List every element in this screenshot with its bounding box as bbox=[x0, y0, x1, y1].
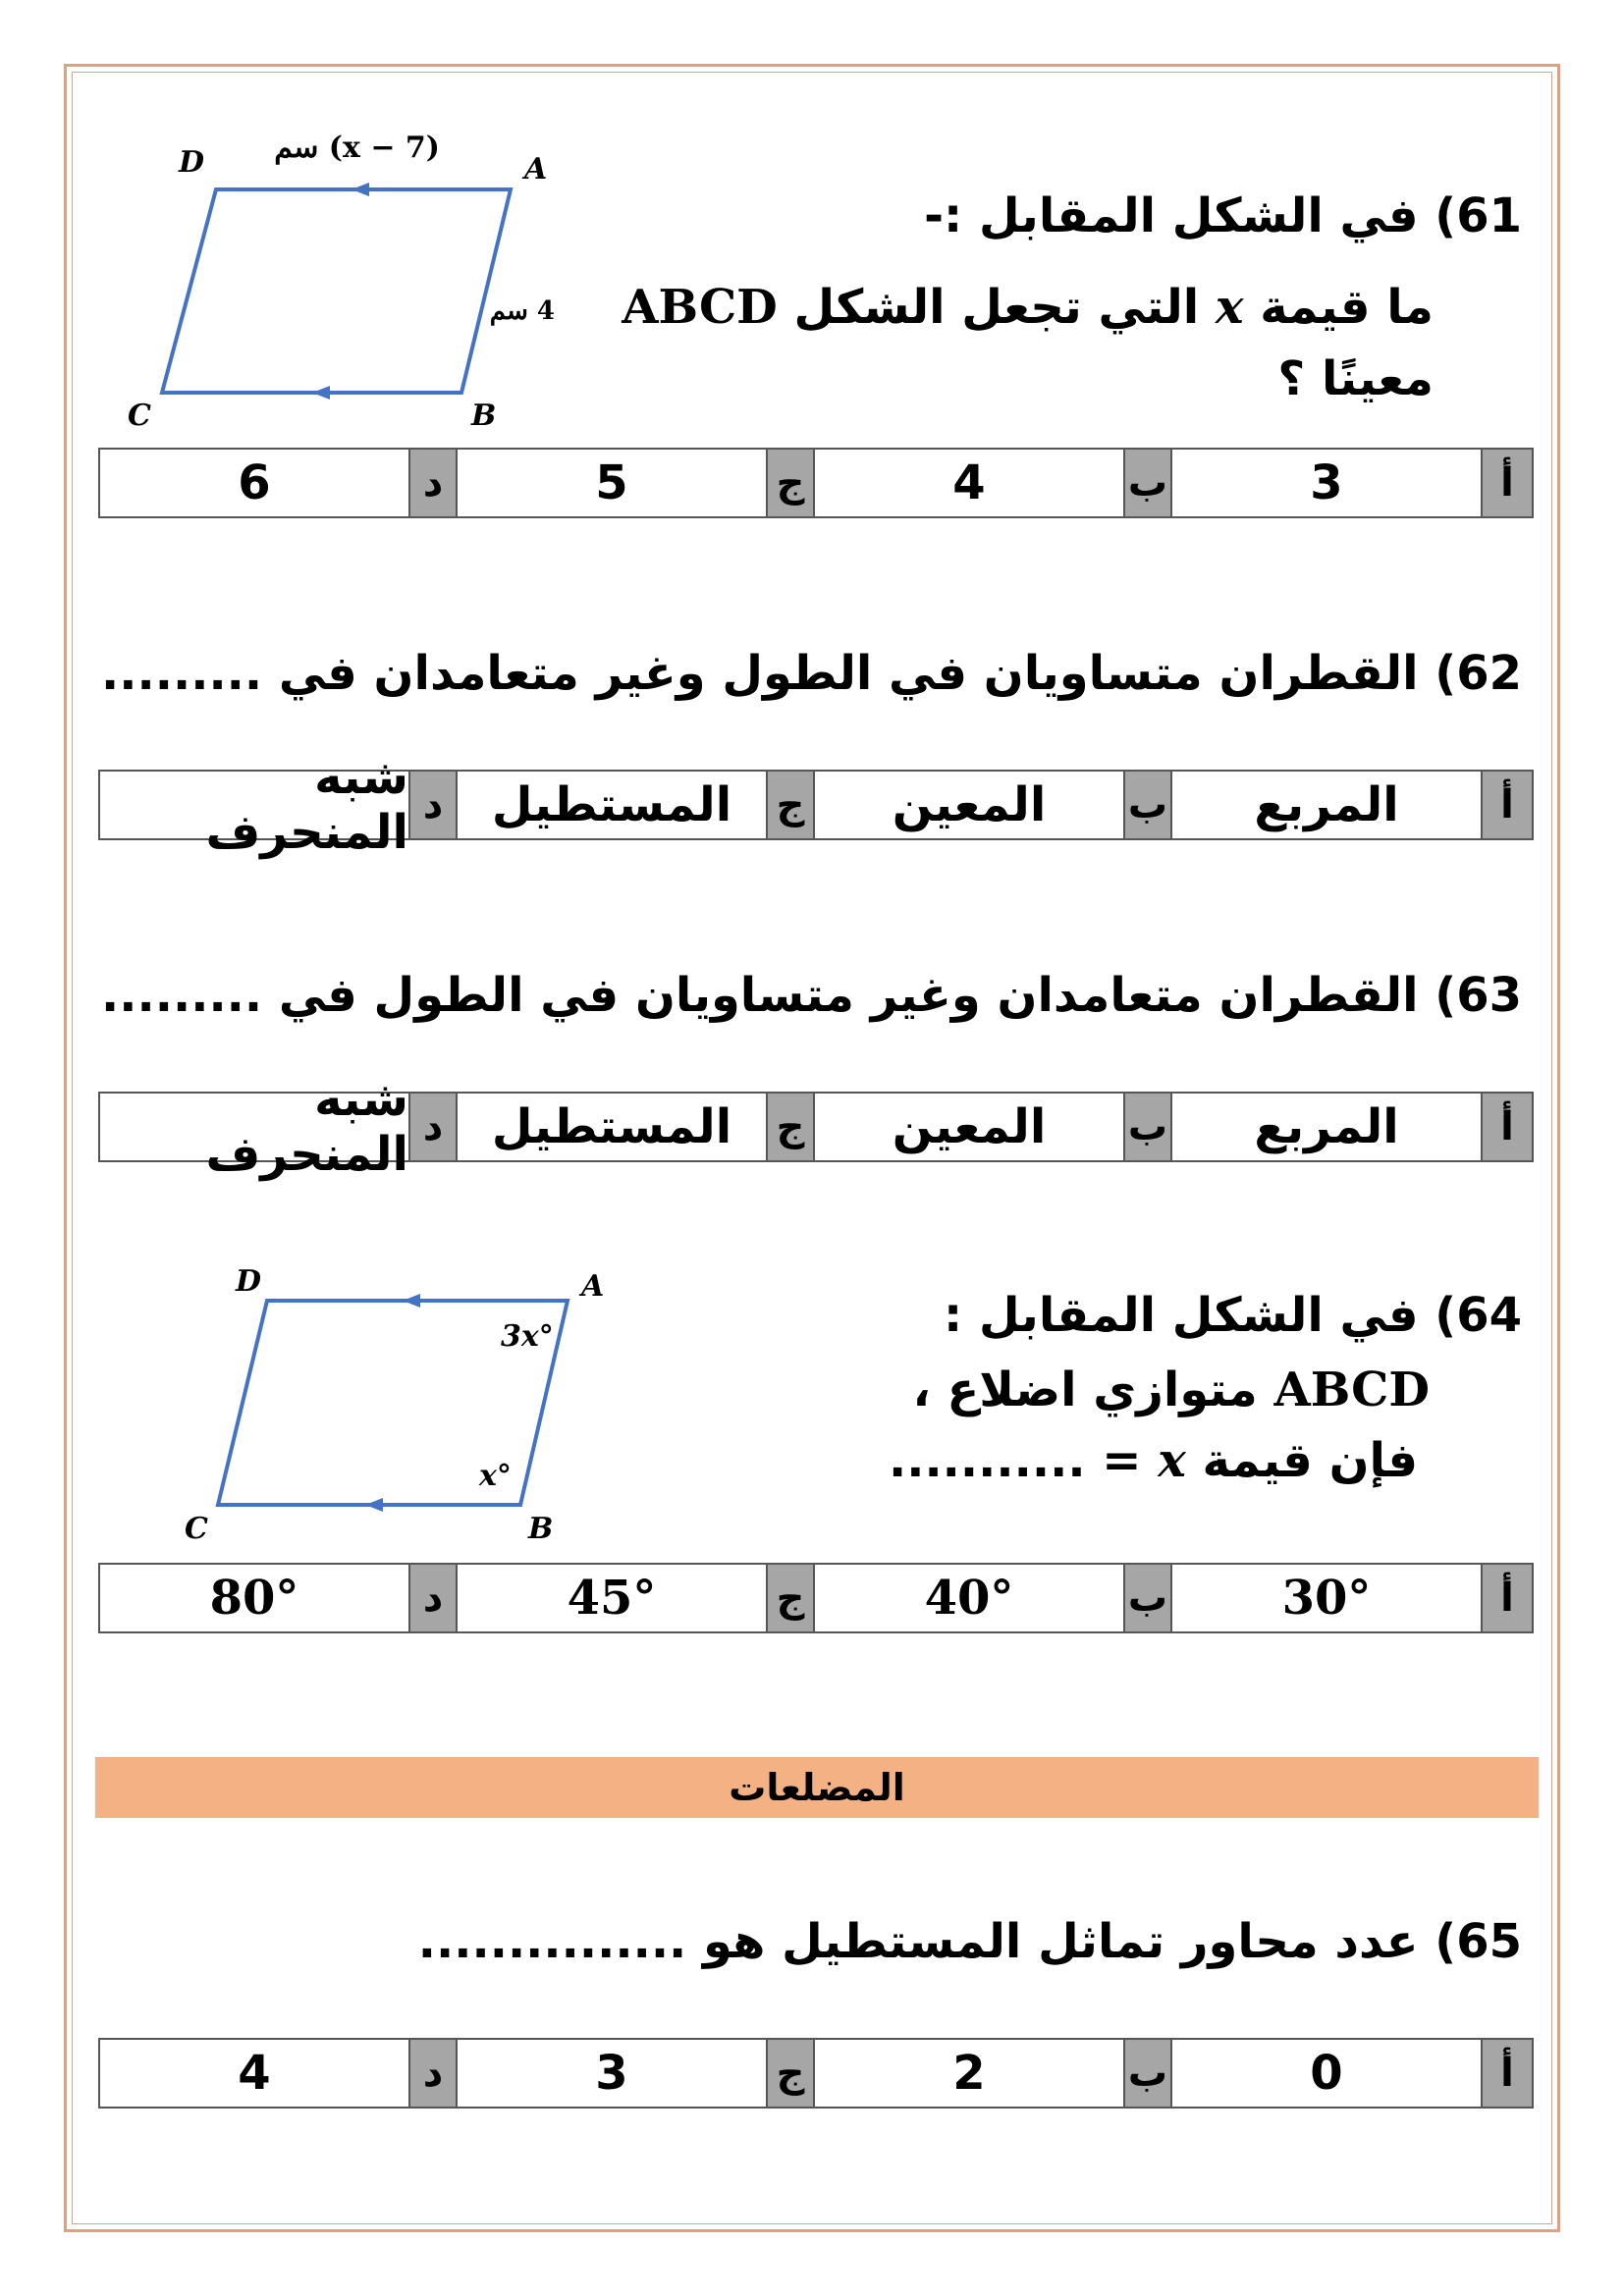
q61-text-b: التي تجعل الشكل bbox=[793, 280, 1200, 335]
q62-options bbox=[98, 750, 1534, 860]
q61-vertex-c: C bbox=[128, 399, 151, 433]
q61-body-line bbox=[622, 280, 1434, 335]
q64-vertex-c: C bbox=[185, 1512, 208, 1546]
q61-var-x: x bbox=[1215, 280, 1244, 335]
q63-options bbox=[98, 1072, 1534, 1182]
q62-option-b[interactable]: المعين bbox=[892, 777, 1047, 832]
q64-option-b[interactable]: 40° bbox=[924, 1571, 1014, 1626]
q62-option-label-a: أ bbox=[1481, 772, 1532, 838]
q61-top-arrow bbox=[352, 183, 369, 196]
q63-option-label-d: د bbox=[408, 1094, 458, 1160]
q62-option-label-c: ج bbox=[766, 772, 815, 838]
q62-option-c[interactable]: المستطيل bbox=[491, 777, 732, 832]
q64-title bbox=[944, 1288, 1522, 1343]
q65-text: عدد محاور تماثل المستطيل هو ............... bbox=[417, 1914, 1419, 1969]
q64-body-line bbox=[913, 1362, 1430, 1417]
q65-option-label-c: ج bbox=[766, 2040, 815, 2107]
q61-bottom-arrow bbox=[312, 386, 330, 400]
q65-options bbox=[98, 2038, 1534, 2109]
q61-vertex-d: D bbox=[179, 145, 205, 180]
q63-option-label-c: ج bbox=[766, 1094, 815, 1160]
q61-option-label-b: ب bbox=[1123, 450, 1172, 516]
q61-parallelogram-figure bbox=[118, 128, 579, 442]
q62-option-label-d: د bbox=[408, 772, 458, 838]
q64-var-x: x bbox=[1158, 1433, 1186, 1488]
q64-option-label-a: أ bbox=[1481, 1565, 1532, 1631]
q64-text-c: = ........... bbox=[888, 1433, 1142, 1488]
q61-rhombus-shape bbox=[162, 189, 511, 393]
q64-top-arrow bbox=[403, 1294, 420, 1308]
q63-option-d[interactable]: شبه المنحرف bbox=[205, 1072, 408, 1182]
q64-option-label-d: د bbox=[408, 1565, 458, 1631]
q65-option-label-b: ب bbox=[1123, 2040, 1172, 2107]
q62-option-d[interactable]: شبه المنحرف bbox=[205, 750, 408, 860]
q64-text-a: متوازي اضلاع ، bbox=[912, 1362, 1258, 1417]
q65-option-c[interactable]: 3 bbox=[595, 2046, 628, 2101]
q61-top-side-label: (7 − x) سم bbox=[274, 131, 440, 165]
q64-option-a[interactable]: 30° bbox=[1281, 1571, 1372, 1626]
q61-text-c: معينًا ؟ bbox=[1277, 351, 1434, 406]
section-title: المضلعات bbox=[729, 1766, 905, 1809]
q65-option-b[interactable]: 2 bbox=[952, 2046, 986, 2101]
q61-option-b[interactable]: 4 bbox=[952, 455, 986, 510]
q64-line1: في الشكل المقابل : bbox=[944, 1288, 1419, 1343]
q61-vertex-b: B bbox=[471, 399, 497, 433]
q64-vertex-b: B bbox=[528, 1512, 554, 1546]
q61-option-label-d: د bbox=[408, 450, 458, 516]
q63-text: القطران متعامدان وغير متساويان في الطول في ......... bbox=[101, 968, 1419, 1023]
q62-title bbox=[101, 646, 1522, 701]
q64-option-d[interactable]: 80° bbox=[209, 1571, 299, 1626]
q63-title bbox=[101, 968, 1522, 1023]
q61-option-a[interactable]: 3 bbox=[1310, 455, 1343, 510]
q63-option-b[interactable]: المعين bbox=[892, 1099, 1047, 1154]
q63-option-label-b: ب bbox=[1123, 1094, 1172, 1160]
q63-option-c[interactable]: المستطيل bbox=[491, 1099, 732, 1154]
q61-option-c[interactable]: 5 bbox=[595, 455, 628, 510]
q61-option-label-a: أ bbox=[1481, 450, 1532, 516]
section-header-polygons bbox=[95, 1757, 1539, 1818]
q64-angle-a: 3x° bbox=[501, 1319, 554, 1354]
q64-parallelogram-figure bbox=[167, 1252, 638, 1566]
q62-text: القطران متساويان في الطول وغير متعامدان في ......... bbox=[101, 646, 1419, 701]
q61-line1: في الشكل المقابل :- bbox=[924, 188, 1419, 243]
q62-number: 62) bbox=[1435, 646, 1522, 701]
q65-option-d[interactable]: 4 bbox=[238, 2046, 271, 2101]
q61-options bbox=[98, 448, 1534, 518]
q61-number: 61) bbox=[1435, 188, 1522, 243]
q65-option-label-d: د bbox=[408, 2040, 458, 2107]
q61-right-side-label: 4 سم bbox=[489, 296, 555, 326]
q61-title bbox=[924, 188, 1522, 243]
q61-option-label-c: ج bbox=[766, 450, 815, 516]
q65-option-label-a: أ bbox=[1481, 2040, 1532, 2107]
q61-vertex-a: A bbox=[524, 152, 548, 187]
q61-body-line2 bbox=[1277, 351, 1434, 406]
q64-options bbox=[98, 1563, 1534, 1633]
q63-option-label-a: أ bbox=[1481, 1094, 1532, 1160]
q61-shape-name: ABCD bbox=[622, 280, 778, 335]
q65-number: 65) bbox=[1435, 1914, 1522, 1969]
q64-bottom-arrow bbox=[365, 1498, 383, 1512]
q64-vertex-d: D bbox=[236, 1264, 262, 1299]
q64-text-b: فإن قيمة bbox=[1202, 1433, 1418, 1488]
q64-option-label-b: ب bbox=[1123, 1565, 1172, 1631]
q65-title bbox=[418, 1914, 1522, 1969]
q64-shape-name: ABCD bbox=[1273, 1362, 1430, 1417]
q64-number: 64) bbox=[1435, 1288, 1522, 1343]
q64-body-line2 bbox=[889, 1433, 1418, 1488]
q63-option-a[interactable]: المربع bbox=[1254, 1099, 1399, 1154]
q64-angle-b: x° bbox=[479, 1459, 512, 1493]
q61-text-a: ما قيمة bbox=[1260, 280, 1434, 335]
q61-option-d[interactable]: 6 bbox=[238, 455, 271, 510]
q64-option-c[interactable]: 45° bbox=[567, 1571, 657, 1626]
q62-option-label-b: ب bbox=[1123, 772, 1172, 838]
q63-number: 63) bbox=[1435, 968, 1522, 1023]
q65-option-a[interactable]: 0 bbox=[1310, 2046, 1343, 2101]
q64-vertex-a: A bbox=[581, 1269, 605, 1304]
q64-option-label-c: ج bbox=[766, 1565, 815, 1631]
q62-option-a[interactable]: المربع bbox=[1254, 777, 1399, 832]
